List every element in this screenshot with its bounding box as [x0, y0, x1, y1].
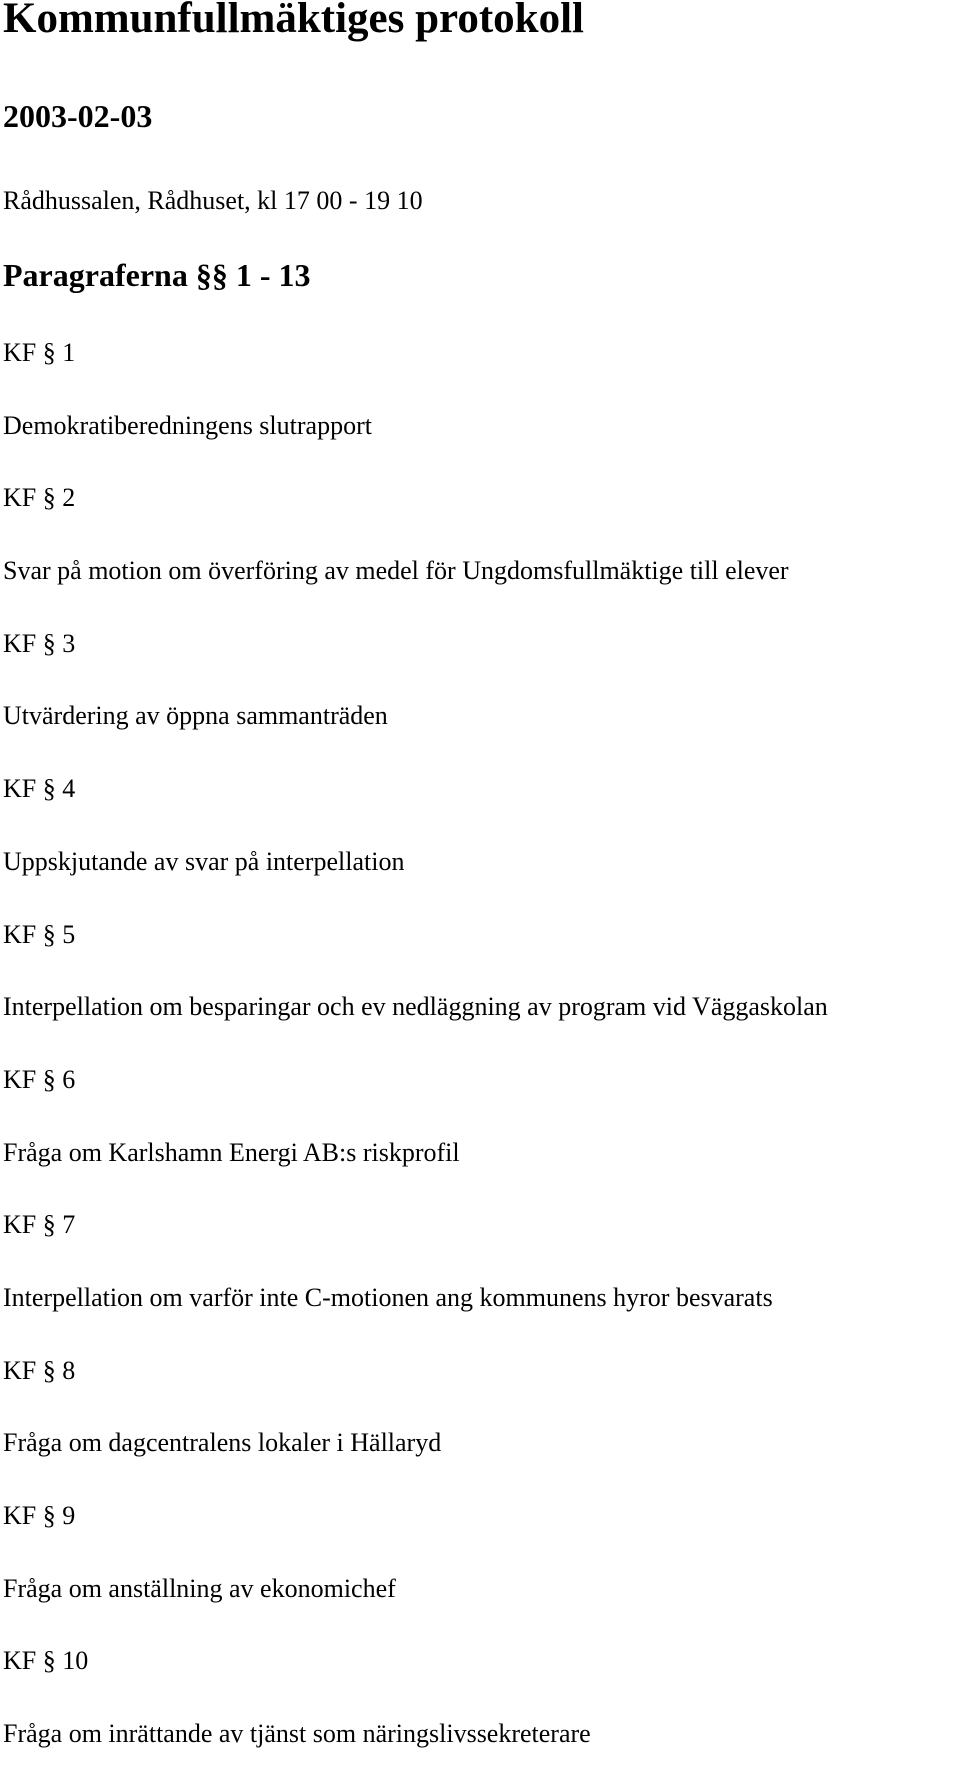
paragraph-reference: KF § 10: [3, 1646, 89, 1676]
agenda-item: [3, 628, 828, 773]
paragraph-reference: KF § 3: [3, 628, 76, 658]
paragraph-reference: KF § 9: [3, 1501, 76, 1530]
paragraph-reference: KF § 5: [3, 919, 76, 949]
document-title: Kommunfullmäktiges protokoll: [3, 0, 584, 42]
agenda-item: [3, 919, 828, 1064]
agenda-item: [3, 1064, 828, 1209]
agenda-item: [3, 337, 828, 482]
paragraph-reference: KF § 1: [3, 338, 76, 367]
agenda-item: [3, 1209, 828, 1354]
paragraph-title: Uppskjutande av svar på interpellation: [3, 846, 405, 876]
paragraph-title: Demokratiberedningens slutrapport: [3, 410, 372, 440]
paragraph-reference: KF § 4: [3, 774, 76, 804]
paragraph-range-heading: Paragraferna §§ 1 - 13: [3, 257, 311, 293]
agenda-item: [3, 1645, 828, 1790]
meeting-venue-time: Rådhussalen, Rådhuset, kl 17 00 - 19 10: [3, 186, 423, 215]
agenda-item: [3, 482, 828, 627]
agenda-item: [3, 1355, 828, 1500]
agenda-item: [3, 773, 828, 918]
paragraph-reference: KF § 6: [3, 1064, 76, 1094]
paragraph-title: Fråga om dagcentralens lokaler i Hällaryd: [3, 1428, 442, 1458]
agenda-list: [3, 337, 828, 1791]
paragraph-title: Fråga om inrättande av tjänst som näringslivssekreterare: [3, 1719, 591, 1749]
paragraph-reference: KF § 8: [3, 1355, 76, 1385]
meeting-date: 2003-02-03: [3, 98, 153, 134]
paragraph-title: Utvärdering av öppna sammanträden: [3, 701, 388, 731]
paragraph-reference: KF § 2: [3, 483, 76, 513]
paragraph-title: Fråga om anställning av ekonomichef: [3, 1573, 396, 1603]
agenda-item: [3, 1500, 828, 1645]
paragraph-reference: KF § 7: [3, 1210, 76, 1240]
paragraph-title: Fråga om Karlshamn Energi AB:s riskprofil: [3, 1137, 460, 1167]
paragraph-title: Svar på motion om överföring av medel för Ungdomsfullmäktige till elever: [3, 556, 789, 586]
paragraph-title: Interpellation om varför inte C-motionen ang kommunens hyror besvarats: [3, 1282, 773, 1312]
paragraph-title: Interpellation om besparingar och ev nedläggning av program vid Väggaskolan: [3, 992, 828, 1022]
